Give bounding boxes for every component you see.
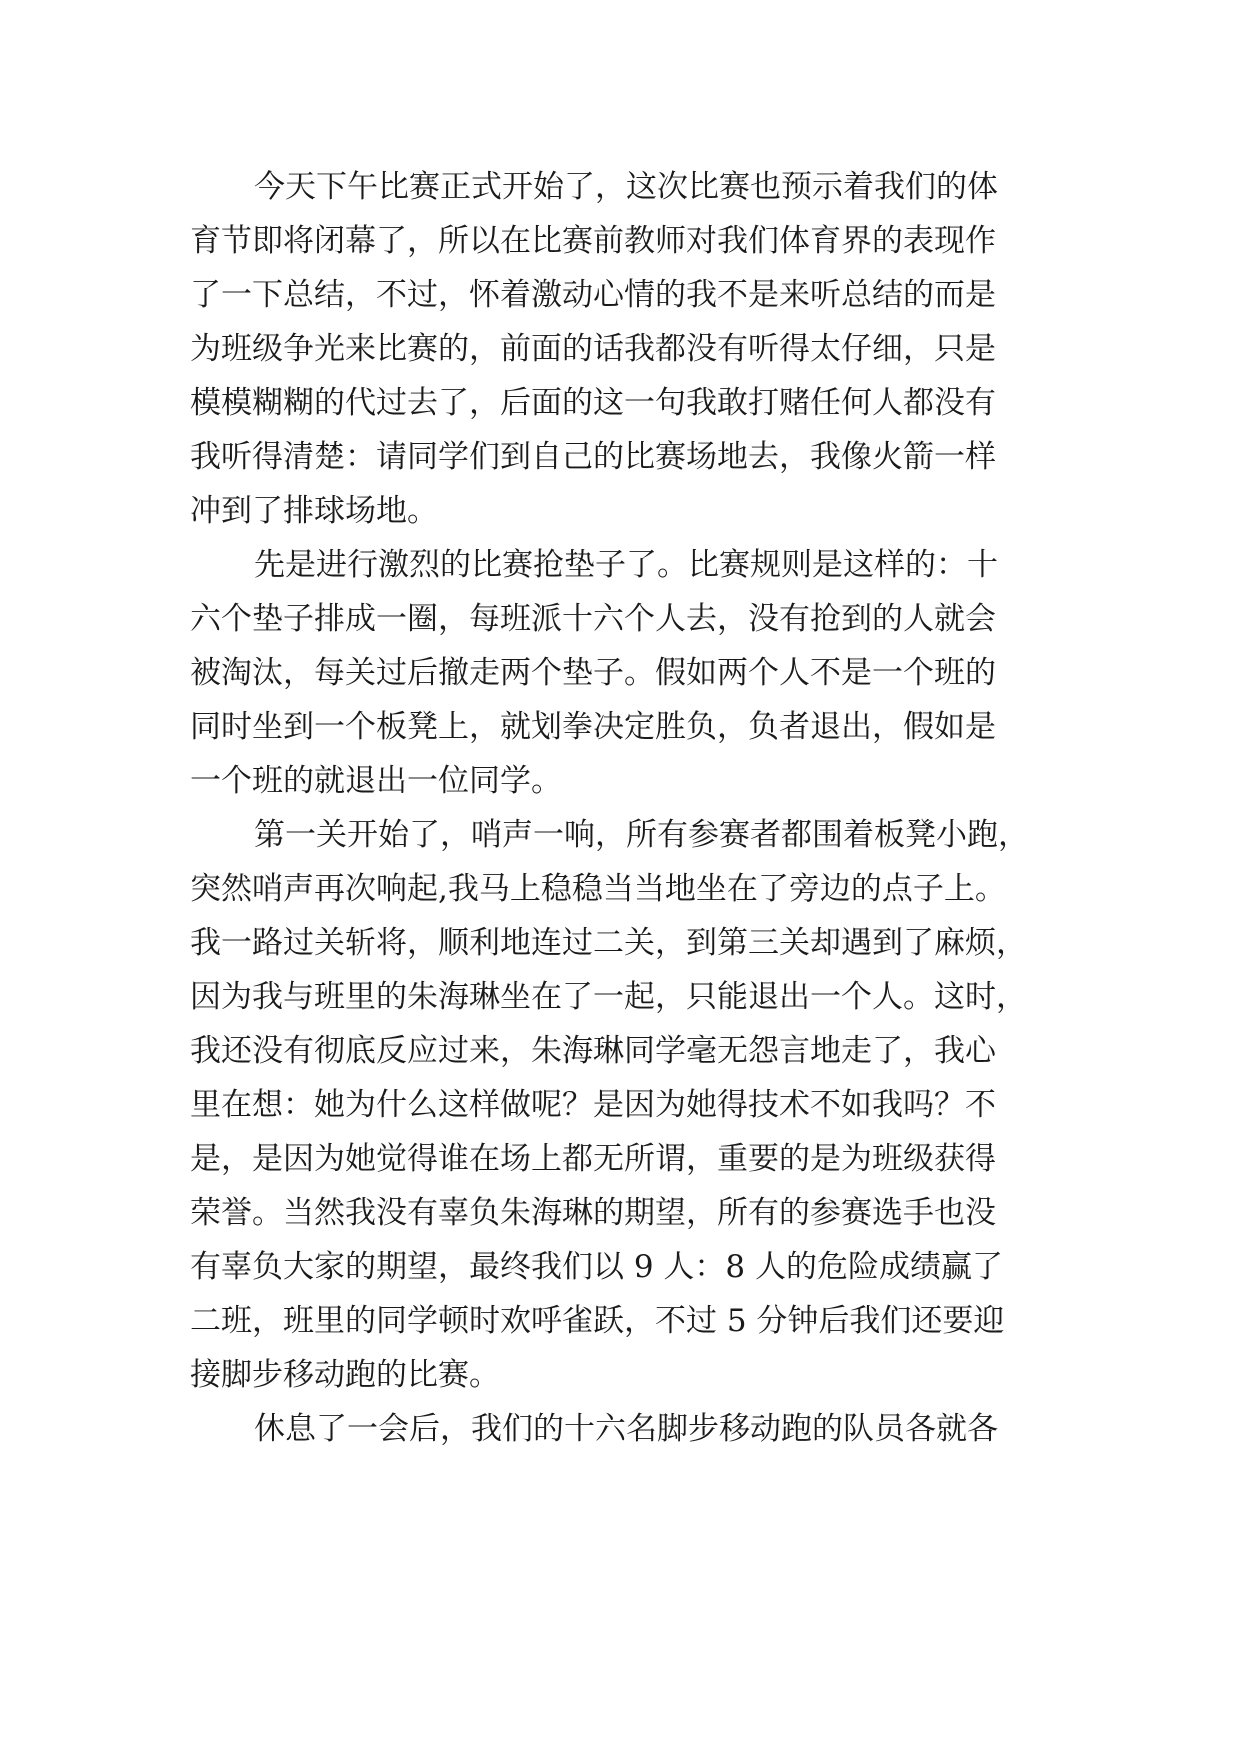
paragraph-1-line-3: 了一下总结，不过，怀着激动心情的我不是来听总结的而是 [190,277,996,313]
paragraph-3-line-6: 里在想：她为什么这样做呢？是因为她得技术不如我吗？不 [190,1087,996,1123]
paragraph-3-line-5: 我还没有彻底反应过来，朱海琳同学毫无怨言地走了，我心 [190,1033,996,1069]
paragraph-1-line-7: 冲到了排球场地。 [190,493,438,529]
paragraph-2-line-1: 先是进行激烈的比赛抢垫子了。比赛规则是这样的：十 [254,547,998,583]
paragraph-3-line-9: 有辜负大家的期望，最终我们以 9 人：8 人的危险成绩赢了 [190,1249,1004,1285]
paragraph-2-line-5: 一个班的就退出一位同学。 [190,763,562,799]
paragraph-1-line-1: 今天下午比赛正式开始了，这次比赛也预示着我们的体 [254,169,998,205]
body-text [190,160,1050,1456]
paragraph-3-line-3: 我一路过关斩将，顺利地连过二关，到第三关却遇到了麻烦， [190,925,1027,961]
paragraph-2-line-3: 被淘汰，每关过后撤走两个垫子。假如两个人不是一个班的 [190,655,996,691]
paragraph-1-line-4: 为班级争光来比赛的，前面的话我都没有听得太仔细，只是 [190,331,996,367]
paragraph-3-line-8: 荣誉。当然我没有辜负朱海琳的期望，所有的参赛选手也没 [190,1195,996,1231]
paragraph-1-line-6: 我听得清楚：请同学们到自己的比赛场地去，我像火箭一样 [190,439,996,475]
paragraph-3-line-11: 接脚步移动跑的比赛。 [190,1357,500,1393]
paragraph-3-line-1: 第一关开始了，哨声一响，所有参赛者都围着板凳小跑， [254,817,1029,853]
paragraph-1-line-2: 育节即将闭幕了，所以在比赛前教师对我们体育界的表现作 [190,223,996,259]
paragraph-4-line-1: 休息了一会后，我们的十六名脚步移动跑的队员各就各 [254,1411,998,1447]
paragraph-2-line-2: 六个垫子排成一圈，每班派十六个人去，没有抢到的人就会 [190,601,996,637]
paragraph-3-line-4: 因为我与班里的朱海琳坐在了一起，只能退出一个人。这时， [190,979,1027,1015]
paragraph-3-line-7: 是，是因为她觉得谁在场上都无所谓，重要的是为班级获得 [190,1141,996,1177]
paragraph-2-line-4: 同时坐到一个板凳上，就划拳决定胜负，负者退出，假如是 [190,709,996,745]
paragraph-1-line-5: 模模糊糊的代过去了，后面的这一句我敢打赌任何人都没有 [190,385,996,421]
paragraph-3-line-2: 突然哨声再次响起,我马上稳稳当当地坐在了旁边的点子上。 [190,871,1006,907]
paragraph-3-line-10: 二班，班里的同学顿时欢呼雀跃，不过 5 分钟后我们还要迎 [190,1303,1005,1339]
